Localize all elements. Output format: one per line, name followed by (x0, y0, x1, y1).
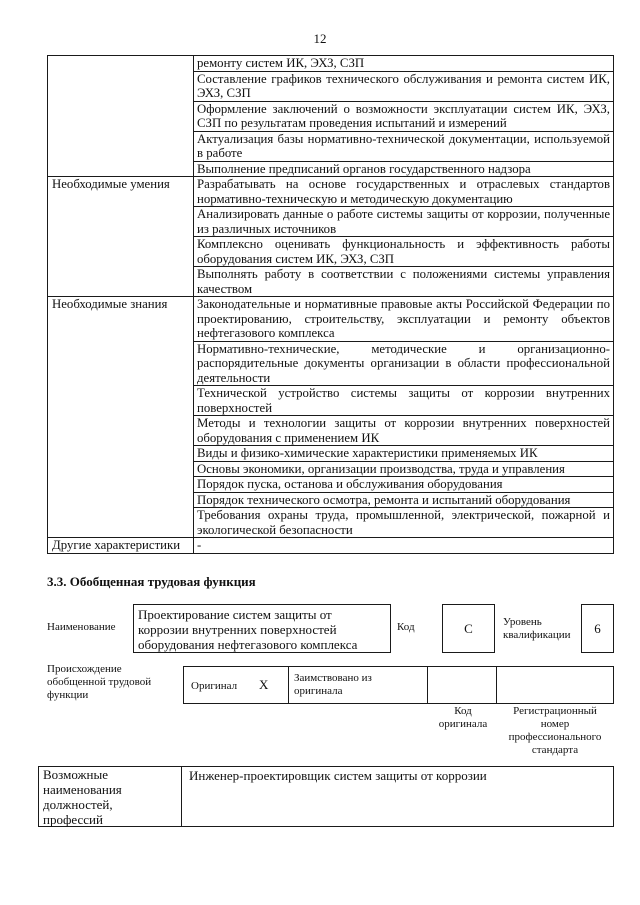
row-value: Нормативно-технические, методические и организационно-распорядительные документы организации в области профессиональной деятельности (194, 341, 614, 386)
table-row (48, 297, 614, 342)
row-label (48, 237, 194, 267)
row-value: Актуализация базы нормативно-технической документации, используемой в работе (194, 131, 614, 161)
row-label (48, 161, 194, 177)
code-box (442, 604, 495, 653)
row-label: Необходимые знания (48, 297, 194, 342)
level-box (581, 604, 614, 653)
row-value: Порядок технического осмотра, ремонта и испытаний оборудования (194, 492, 614, 508)
row-value: Анализировать данные о работе системы защиты от коррозии, полученные из различных источников (194, 207, 614, 237)
positions-value: Инженер-проектировщик систем защиты от коррозии (189, 768, 487, 783)
row-label (48, 56, 194, 72)
row-value: Порядок пуска, останова и обслуживания оборудования (194, 477, 614, 493)
section-title: 3.3. Обобщенная трудовая функция (47, 574, 256, 589)
positions-divider (181, 766, 182, 827)
table-row (48, 56, 614, 72)
table-row (48, 416, 614, 446)
row-label (48, 461, 194, 477)
level-value: 6 (594, 621, 601, 636)
table-row (48, 446, 614, 462)
table-row (48, 461, 614, 477)
origin-label: Происхождение обобщенной трудовой функции (47, 663, 152, 701)
row-value: Законодательные и нормативные правовые акты Российской Федерации по проектированию, строительству, эксплуатации и ремонту объектов нефтегазового комплекса (194, 297, 614, 342)
table-row (48, 71, 614, 101)
positions-label: Возможные наименования должностей, профессий (43, 767, 122, 827)
table-row (48, 237, 614, 267)
code-label: Код (397, 621, 415, 633)
table-row (48, 341, 614, 386)
row-label (48, 341, 194, 386)
row-value: Разрабатывать на основе государственных и отраслевых стандартов нормативно-техническую и методическую документацию (194, 177, 614, 207)
row-label (48, 477, 194, 493)
table-row (48, 386, 614, 416)
table-row (48, 161, 614, 177)
row-label (48, 416, 194, 446)
row-value: Методы и технологии защиты от коррозии внутренних поверхностей оборудования с применением ИК (194, 416, 614, 446)
table-row (48, 492, 614, 508)
row-value: Выполнение предписаний органов государственного надзора (194, 161, 614, 177)
function-name-value: Проектирование систем защиты от коррозии внутренних поверхностей оборудования нефтегазового комплекса (138, 607, 358, 652)
origin-divider (427, 666, 428, 704)
requirements-table (47, 55, 614, 554)
row-label (48, 71, 194, 101)
original-mark: X (259, 677, 269, 692)
row-value: ремонту систем ИК, ЭХЗ, СЗП (194, 56, 614, 72)
row-label (48, 386, 194, 416)
row-label (48, 446, 194, 462)
row-value: - (194, 538, 614, 554)
row-label (48, 131, 194, 161)
row-value: Технической устройство системы защиты от коррозии внутренних поверхностей (194, 386, 614, 416)
table-row (48, 177, 614, 207)
table-row (48, 508, 614, 538)
row-value: Составление графиков технического обслуживания и ремонта систем ИК, ЭХЗ, СЗП (194, 71, 614, 101)
row-label (48, 508, 194, 538)
name-label: Наименование (47, 621, 116, 633)
table-row (48, 477, 614, 493)
code-value: С (464, 621, 473, 636)
row-value: Основы экономики, организации производства, труда и управления (194, 461, 614, 477)
row-label (48, 492, 194, 508)
row-value: Виды и физико-химические характеристики применяемых ИК (194, 446, 614, 462)
table-row (48, 131, 614, 161)
borrowed-label: Заимствовано из оригинала (294, 672, 372, 697)
row-value: Комплексно оценивать функциональность и эффективность работы оборудования систем ИК, ЭХЗ, СЗП (194, 237, 614, 267)
row-label (48, 101, 194, 131)
row-value: Оформление заключений о возможности эксплуатации систем ИК, ЭХЗ, СЗП по результатам проведения испытаний и измерений (194, 101, 614, 131)
level-label: Уровень квалификации (503, 616, 571, 641)
table-row (48, 101, 614, 131)
origin-divider (288, 666, 289, 704)
table-row (48, 538, 614, 554)
row-value: Выполнять работу в соответствии с положениями системы управления качеством (194, 267, 614, 297)
original-label: Оригинал (191, 680, 238, 692)
function-name-box (133, 604, 391, 653)
code-original-label: Код оригинала (438, 705, 488, 730)
row-label: Другие характеристики (48, 538, 194, 554)
reg-number-label: Регистрационный номер профессионального стандарта (508, 705, 602, 756)
row-value: Требования охраны труда, промышленной, электрической, пожарной и экологической безопасности (194, 508, 614, 538)
origin-divider (496, 666, 497, 704)
row-label: Необходимые умения (48, 177, 194, 207)
row-label (48, 207, 194, 237)
page-number: 12 (313, 31, 327, 46)
table-row (48, 207, 614, 237)
row-label (48, 267, 194, 297)
table-row (48, 267, 614, 297)
